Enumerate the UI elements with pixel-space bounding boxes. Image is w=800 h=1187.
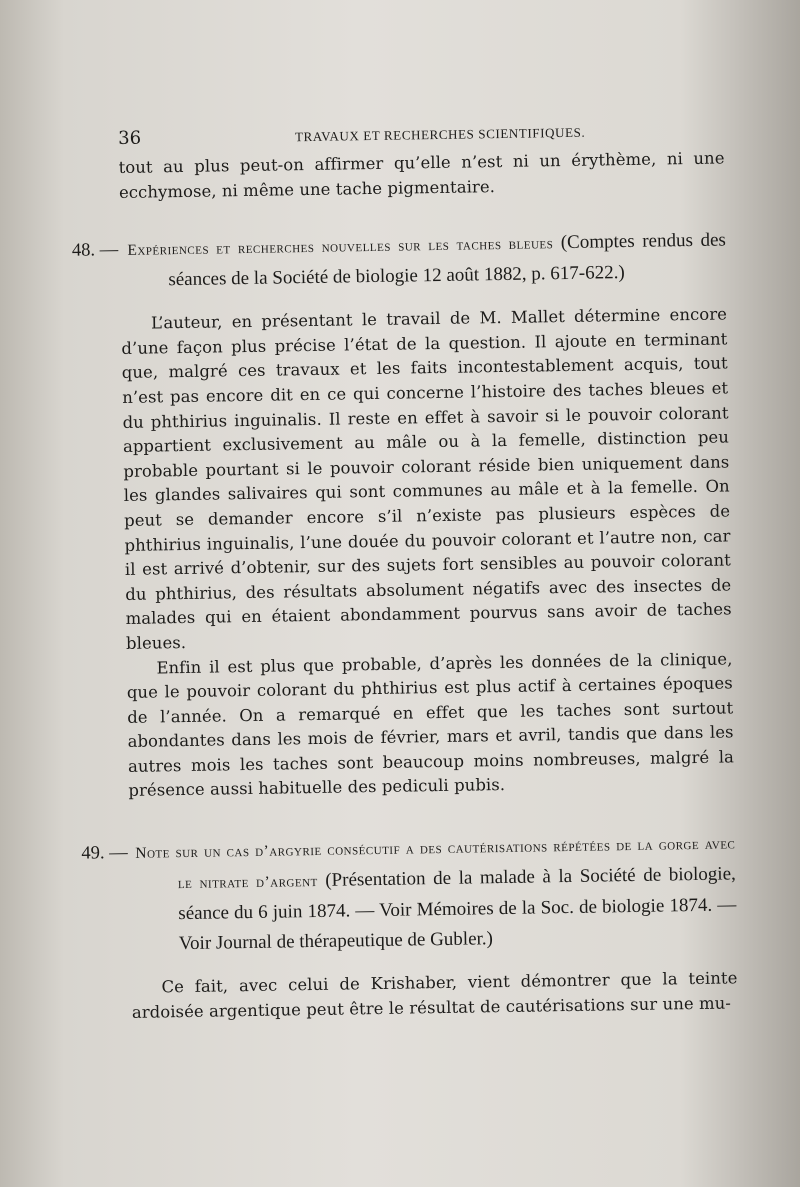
entry-48 xyxy=(71,226,735,804)
entry-heading xyxy=(71,226,727,297)
entry-49 xyxy=(81,828,738,1025)
running-title: TRAVAUX ET RECHERCHES SCIENTIFIQUES. xyxy=(294,124,586,145)
body-paragraph: Ce fait, avec celui de Krishaber, vient démontrer que la teinte ardoisée argentique peut être le résultat de cautérisations sur une mu- xyxy=(131,968,738,1022)
body-paragraph: L’auteur, en présentant le travail de M. Mallet détermine encore d’une façon plus précise l’état de la question. Il ajoute en terminant que, malgré ces travaux et les faits incontestablement acquis, tout n’est pas encore dit en ce qui concerne l’histoire des taches bleues et du phthirius inguinalis. Il reste en effet à savoir si le pouvoir colorant appartient exclusivement au mâle ou à la femelle, distinction peu probable pourtant si le pouvoir colorant réside bien uniquement dans les glandes salivaires qui sont communes au mâle et à la femelle. On peut se demander encore s’il n’existe pas plusieurs espèces de phthirius inguinalis, l’une douée du pouvoir colorant et l’autre non, car il est arrivé d’obtenir, sur des sujets fort sensibles au pouvoir colorant du phthirius, des résultats absolument négatifs avec des insectes de malades qui en étaient abondamment pourvus sans avoir de taches bleues. xyxy=(121,304,732,653)
entry-reference: (Présentation de la malade à la Société de biologie, séance du 6 juin 1874. — Voir Mémoires de la Soc. de biologie 1874. — Voir Journal de thérapeutique de Gubler.) xyxy=(178,863,737,955)
entry-reference: (Comptes rendus des séances de la Société de biologie 12 août 1882, p. 617-622.) xyxy=(168,229,727,291)
entry-title: Expériences et recherches nouvelles sur les taches bleues xyxy=(127,235,554,260)
body-paragraph: Enfin il est plus que probable, d’après les données de la clinique, que le pouvoir colorant du phthirius est plus actif à certaines époques de l’année. On a remarqué en effet que les taches sont surtout abondantes dans les mois de février, mars et avril, tandis que dans les autres mois les taches sont beaucoup moins nombreuses, malgré la présence aussi habituelle des pediculi pubis. xyxy=(126,648,735,801)
entry-heading xyxy=(81,828,737,960)
page-number: 36 xyxy=(118,127,142,149)
entry-title: Note sur un cas d’argyrie consécutif a des cautérisations répétées de la gorge avec le nitrate d’argent xyxy=(135,835,736,893)
text-block xyxy=(71,118,738,1025)
continuation-paragraph: tout au plus peut-on affirmer qu’elle n’est ni un érythème, ni une ecchymose, ni même une tache pigmentaire. xyxy=(118,148,725,202)
